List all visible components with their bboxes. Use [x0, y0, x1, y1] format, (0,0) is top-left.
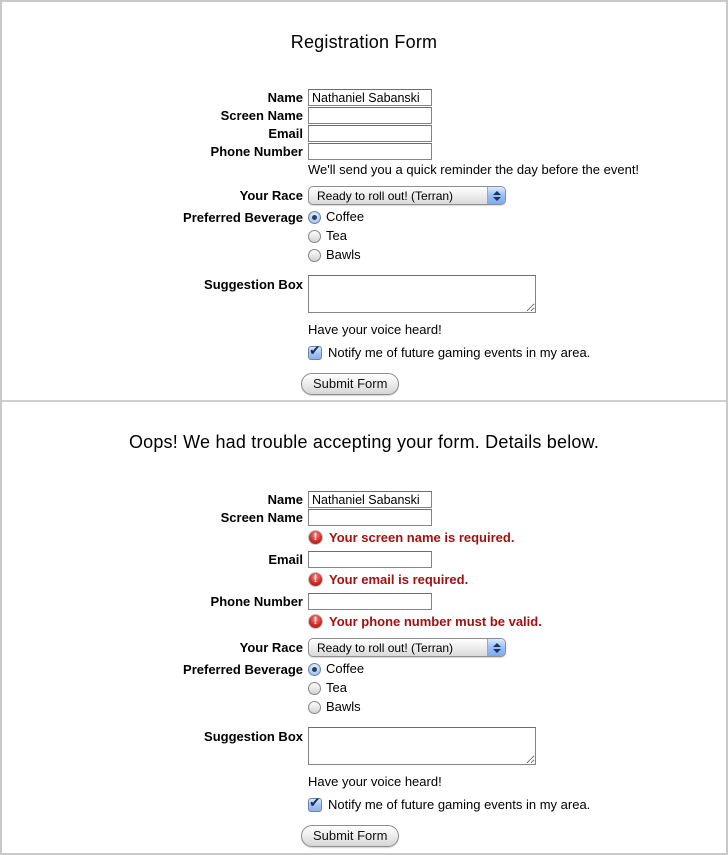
- suggestion-row: [120, 727, 726, 765]
- registration-form-with-errors: [120, 491, 726, 847]
- page-title: Registration Form: [290, 32, 438, 52]
- error-icon: !: [308, 572, 323, 587]
- submit-row: [120, 373, 726, 395]
- beverage-row-tea: [120, 679, 726, 697]
- beverage-row-tea: [120, 227, 726, 245]
- beverage-row-bawls: [120, 246, 726, 264]
- screen-name-input[interactable]: [308, 107, 432, 124]
- name-input[interactable]: [308, 491, 432, 508]
- notify-row: [120, 342, 726, 361]
- notify-label: Notify me of future gaming events in my area.: [328, 797, 591, 812]
- tea-radio-label: Tea: [326, 228, 347, 243]
- bawls-radio-label: Bawls: [326, 699, 361, 714]
- tea-radio[interactable]: [308, 230, 321, 243]
- beverage-row-bawls: [120, 698, 726, 716]
- suggestion-label: Suggestion Box: [204, 277, 303, 292]
- voice-note-row: [120, 322, 726, 337]
- race-selected-value: Ready to roll out! (Terran): [317, 188, 454, 203]
- email-error-text: Your email is required.: [329, 572, 469, 587]
- phone-input[interactable]: [308, 593, 432, 610]
- beverage-label: Preferred Beverage: [183, 661, 303, 677]
- bawls-radio[interactable]: [308, 249, 321, 262]
- select-stepper-icon: [487, 639, 505, 656]
- suggestion-textarea[interactable]: [308, 727, 536, 765]
- bawls-radio-label: Bawls: [326, 247, 361, 262]
- screen-name-label: Screen Name: [220, 108, 303, 123]
- name-label: Name: [267, 90, 303, 105]
- checkmark-icon: ✔: [309, 342, 321, 358]
- notify-label: Notify me of future gaming events in my area.: [328, 345, 591, 360]
- registration-form: [120, 89, 726, 395]
- race-label: Your Race: [239, 188, 303, 203]
- suggestion-row: [120, 275, 726, 313]
- race-row: [120, 638, 726, 657]
- notify-row: [120, 794, 726, 813]
- notify-checkbox[interactable]: [308, 794, 322, 812]
- race-label: Your Race: [239, 640, 303, 655]
- coffee-radio[interactable]: [308, 663, 321, 676]
- tea-radio-label: Tea: [326, 680, 347, 695]
- beverage-row-coffee: [120, 660, 726, 678]
- email-input[interactable]: [308, 125, 432, 142]
- checkmark-icon: ✔: [309, 794, 321, 810]
- email-label: Email: [268, 126, 303, 141]
- phone-label: Phone Number: [210, 594, 303, 609]
- race-select[interactable]: [308, 638, 506, 657]
- race-selected-value: Ready to roll out! (Terran): [317, 640, 454, 655]
- phone-error-row: [120, 614, 726, 629]
- bawls-radio[interactable]: [308, 701, 321, 714]
- suggestion-label: Suggestion Box: [204, 729, 303, 744]
- phone-label: Phone Number: [210, 144, 303, 159]
- voice-note-row: [120, 774, 726, 789]
- name-input[interactable]: [308, 89, 432, 106]
- submit-button[interactable]: Submit Form: [301, 373, 399, 395]
- name-row: [120, 89, 726, 106]
- phone-input[interactable]: [308, 143, 432, 160]
- error-section: [2, 400, 726, 853]
- voice-note: Have your voice heard!: [308, 774, 442, 789]
- name-label: Name: [267, 492, 303, 507]
- phone-row: [120, 593, 726, 610]
- phone-row: [120, 143, 726, 160]
- email-row: [120, 125, 726, 142]
- race-select[interactable]: [308, 186, 506, 205]
- email-row: [120, 551, 726, 568]
- screen-name-error-row: [120, 530, 726, 545]
- email-label: Email: [268, 552, 303, 567]
- error-page-title: Oops! We had trouble accepting your form. Details below.: [128, 432, 600, 452]
- screen-name-row: [120, 107, 726, 124]
- reminder-note-row: [120, 162, 726, 177]
- screen-name-label: Screen Name: [220, 510, 303, 525]
- coffee-radio[interactable]: [308, 211, 321, 224]
- email-input[interactable]: [308, 551, 432, 568]
- notify-checkbox[interactable]: [308, 342, 322, 360]
- registration-section: [2, 2, 726, 400]
- race-row: [120, 186, 726, 205]
- beverage-label: Preferred Beverage: [183, 209, 303, 225]
- beverage-row-coffee: [120, 208, 726, 226]
- email-error-row: [120, 572, 726, 587]
- coffee-radio-label: Coffee: [326, 661, 365, 676]
- suggestion-textarea[interactable]: [308, 275, 536, 313]
- name-row: [120, 491, 726, 508]
- screen-name-row: [120, 509, 726, 526]
- screen-name-input[interactable]: [308, 509, 432, 526]
- error-icon: !: [308, 530, 323, 545]
- voice-note: Have your voice heard!: [308, 322, 442, 337]
- phone-error-text: Your phone number must be valid.: [329, 614, 542, 629]
- select-stepper-icon: [487, 187, 505, 204]
- submit-row: [120, 825, 726, 847]
- submit-button[interactable]: Submit Form: [301, 825, 399, 847]
- screen-name-error-text: Your screen name is required.: [329, 530, 515, 545]
- error-icon: !: [308, 614, 323, 629]
- coffee-radio-label: Coffee: [326, 209, 365, 224]
- reminder-note: We'll send you a quick reminder the day before the event!: [308, 162, 640, 177]
- tea-radio[interactable]: [308, 682, 321, 695]
